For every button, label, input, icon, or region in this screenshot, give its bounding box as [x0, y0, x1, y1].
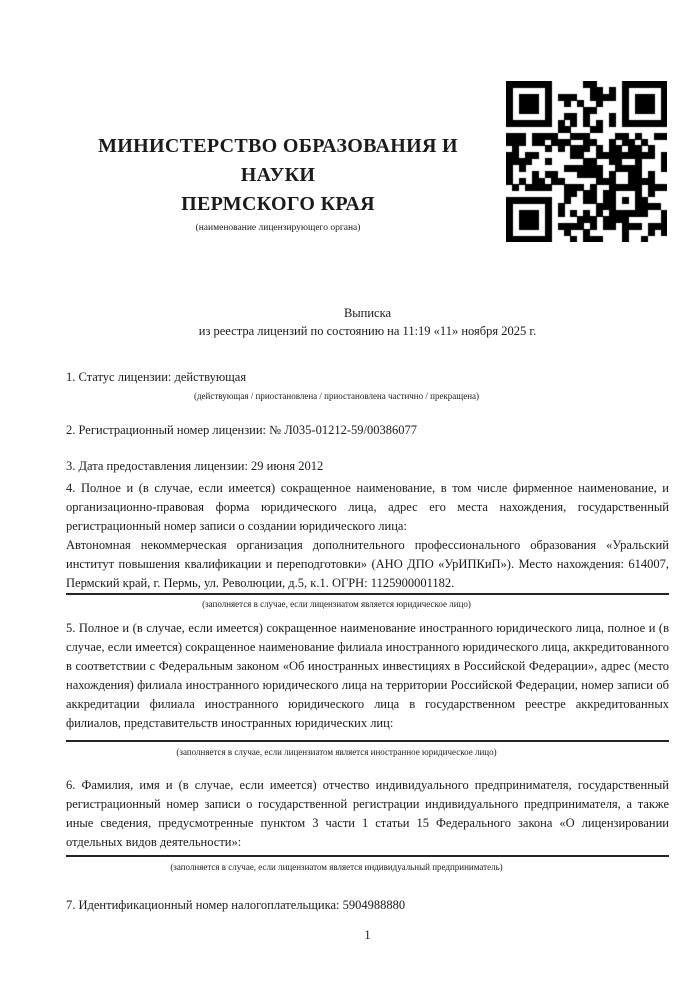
foreign-entity-text: 5. Полное и (в случае, если имеется) сокращенное наименование иностранного юридического лица, полное и (в случае, если имеется) сокращенное наименование филиала иностранного юридического лица, аккредитованного в соответствии с Федеральным законом «Об иностранных инвестициях в Российской Федерации», адрес (место нахождения) филиала иностранного юридического лица на территории Российской Федерации, номер записи об аккредитации филиала иностранного юридического лица в государственном реестре аккредитованных филиалов, представительств иностранных юридических лиц:	[66, 621, 669, 730]
item-registration-number	[66, 421, 669, 440]
authority-name-line1: МИНИСТЕРСТВО ОБРАЗОВАНИЯ И НАУКИ	[98, 135, 458, 186]
divider-rule	[66, 740, 669, 742]
individual-entrepreneur-caption: (заполняется в случае, если лицензиатом является индивидуальный предприниматель)	[170, 862, 503, 872]
qr-code-icon	[506, 81, 667, 242]
document-heading	[66, 304, 669, 340]
licensing-authority-block	[66, 132, 490, 234]
legal-entity-caption: (заполняется в случае, если лицензиатом является юридическое лицо)	[202, 599, 471, 609]
authority-caption: (наименование лицензирующего органа)	[195, 223, 361, 233]
foreign-entity-caption: (заполняется в случае, если лицензиатом является иностранное юридическое лицо)	[176, 747, 497, 757]
license-status-caption: (действующая / приостановлена / приостановлена частично / прекращена)	[193, 391, 480, 401]
item-foreign-entity	[66, 619, 669, 758]
item-individual-entrepreneur	[66, 776, 669, 873]
legal-entity-text: 4. Полное и (в случае, если имеется) сокращенное наименование, в том числе фирменное наименование, и организационно-правовая форма юридического лица, адрес его места нахождения, государственный регистрационный номер записи о создании юридического лица:	[66, 481, 669, 533]
item-license-date	[66, 457, 669, 476]
legal-entity-value: Автономная некоммерческая организация дополнительного профессионального образования «Уральский институт повышения квалификации и переподготовки» (АНО ДПО «УрИПКиП»). Место нахождения: 614007, Пермский край, г. Пермь, ул. Революции, д.5, к.1. ОГРН: 1125900001182.	[66, 538, 669, 590]
license-status-text: 1. Статус лицензии: действующая	[66, 370, 247, 384]
page-number: 1	[364, 928, 371, 942]
individual-entrepreneur-text: 6. Фамилия, имя и (в случае, если имеется) отчество индивидуального предпринимателя, государственный регистрационный номер записи о государственной регистрации индивидуального предпринимателя, а также иные сведения, предусмотренные пунктом 3 части 1 статьи 15 Федерального закона «О лицензировании отдельных видов деятельности»:	[66, 778, 669, 849]
license-date-text: 3. Дата предоставления лицензии: 29 июня 2012	[66, 459, 324, 473]
item-taxpayer-number	[66, 896, 669, 915]
item-license-status	[66, 368, 669, 402]
registration-number-text: 2. Регистрационный номер лицензии: № Л035-01212-59/00386077	[66, 423, 417, 437]
authority-name-line2: ПЕРМСКОГО КРАЯ	[181, 193, 375, 215]
document-title: Выписка	[343, 306, 392, 320]
divider-rule	[66, 855, 669, 857]
taxpayer-number-text: 7. Идентификационный номер налогоплательщика: 5904988880	[66, 898, 406, 912]
document-subtitle: из реестра лицензий по состоянию на 11:19 «11» ноября 2025 г.	[198, 324, 537, 338]
divider-rule	[66, 593, 669, 595]
item-legal-entity	[66, 479, 669, 610]
